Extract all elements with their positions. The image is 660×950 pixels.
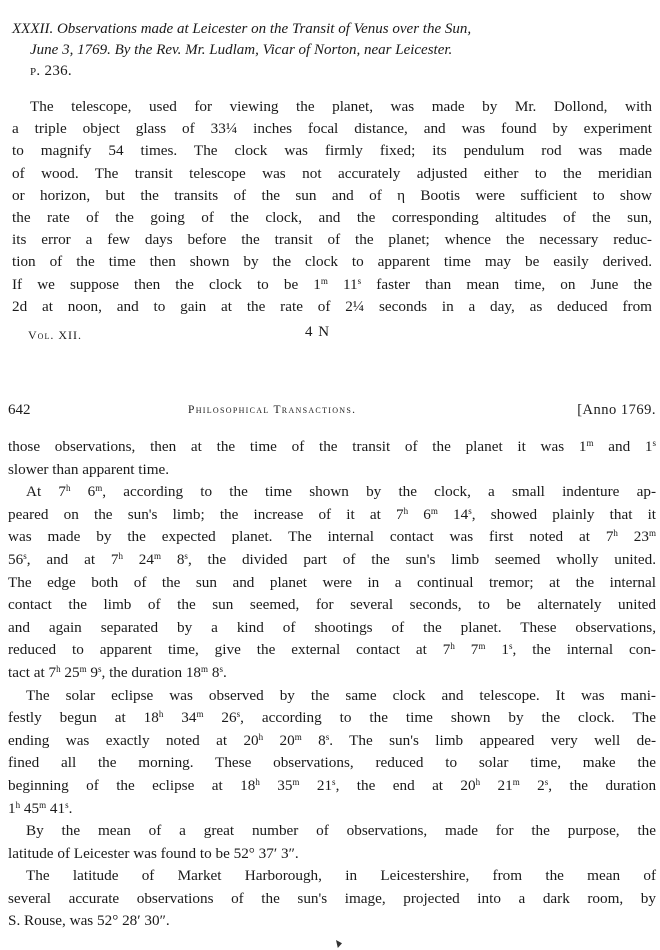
running-title: Philosophical Transactions. bbox=[188, 404, 357, 416]
text-line: to magnify 54 times. The clock was firmly fixed; its pendulum rod was made bbox=[12, 142, 652, 160]
running-year: [Anno 1769. bbox=[577, 402, 656, 418]
text-line: If we suppose then the clock to be 1$^m$ 11$^s$ faster than mean time, on June the bbox=[12, 275, 653, 293]
text-line: festly begun at 18$^h$ 34$^m$ 26$^s$, according to the time shown by the clock. The bbox=[8, 709, 656, 727]
text-line: The solar eclipse was observed by the same clock and telescope. It was mani- bbox=[26, 686, 656, 704]
text-line: 1$^h$ 45$^m$ 41$^s$. bbox=[8, 799, 73, 817]
running-head bbox=[8, 402, 656, 424]
text-line: contact the limb of the sun seemed, for several seconds, to be alternately united bbox=[8, 596, 656, 614]
text-line: The latitude of Market Harborough, in Leicestershire, from the mean of bbox=[26, 867, 656, 885]
body-text bbox=[8, 436, 656, 933]
heading-line-1: XXXII. Observations made at Leicester on the Transit of Venus over the Sun, bbox=[12, 21, 472, 37]
text-line: The telescope, used for viewing the planet, was made by Mr. Dollond, with bbox=[30, 98, 652, 115]
text-line: beginning of the eclipse at 18$^h$ 35$^m$ 21$^s$, the end at 20$^h$ 21$^m$ 2$^s$, the duration bbox=[8, 776, 657, 794]
heading-page-ref: p. 236. bbox=[30, 63, 72, 79]
text-line: or horizon, but the transits of the sun and of η Bootis were sufficient to show bbox=[12, 186, 652, 204]
heading-line-2: June 3, 1769. By the Rev. Mr. Ludlam, Vicar of Norton, near Leicester. bbox=[30, 42, 453, 58]
text-line: was made by the expected planet. The internal contact was first noted at 7$^h$ 23$^m$ bbox=[8, 528, 656, 546]
signature-mark: Vol. XII. bbox=[28, 328, 82, 342]
text-line: several accurate observations of the sun's image, projected into a dark room, by bbox=[8, 889, 656, 907]
paragraph-telescope bbox=[12, 96, 652, 318]
text-line: the rate of the going of the clock, and the corresponding altitudes of the sun, bbox=[12, 209, 652, 227]
text-line: S. Rouse, was 52° 28′ 30″. bbox=[8, 912, 170, 930]
article-heading bbox=[12, 19, 652, 82]
text-line: those observations, then at the time of the transit of the planet it was 1$^m$ and 1$^s$ bbox=[8, 438, 656, 455]
text-line: ending was exactly noted at 20$^h$ 20$^m$ 8$^s$. The sun's limb appeared very well de- bbox=[8, 731, 656, 749]
text-line: tion of the time then shown by the clock to apparent time may be easily derived. bbox=[12, 253, 652, 271]
text-line: its error a few days before the transit of the planet; whence the necessary reduc- bbox=[12, 231, 652, 249]
text-line: tact at 7$^h$ 25$^m$ 9$^s$, the duration 18$^m$ 8$^s$. bbox=[8, 663, 227, 681]
text-line: 2d at noon, and to gain at the rate of 2¼ seconds in a day, as deduced from bbox=[12, 297, 652, 315]
text-line: By the mean of a great number of observations, made for the purpose, the bbox=[26, 822, 656, 840]
page-number: 642 bbox=[8, 402, 31, 418]
print-artifact bbox=[336, 940, 342, 948]
catchword: 4 N bbox=[305, 324, 331, 340]
text-line: 56$^s$, and at 7$^h$ 24$^m$ 8$^s$, the divided part of the sun's limb seemed wholly united. bbox=[8, 550, 656, 568]
text-line: and again separated by a kind of shootings of the planet. These observations, bbox=[8, 618, 656, 636]
text-line: latitude of Leicester was found to be 52° 37′ 3″. bbox=[8, 844, 299, 862]
text-line: slower than apparent time. bbox=[8, 460, 170, 478]
text-line: a triple object glass of 33¼ inches focal distance, and was found by experiment bbox=[12, 120, 652, 138]
text-line: of wood. The transit telescope was not accurately adjusted either to the meridian bbox=[12, 164, 652, 182]
text-line: peared on the sun's limb; the increase of it at 7$^h$ 6$^m$ 14$^s$, showed plainly that it bbox=[8, 505, 657, 523]
text-line: fined all the morning. These observations, reduced to solar time, make the bbox=[8, 754, 656, 772]
text-line: The edge both of the sun and planet were in a continual tremor; at the internal bbox=[8, 573, 656, 591]
text-line: At 7$^h$ 6$^m$, according to the time shown by the clock, a small indenture ap- bbox=[26, 483, 656, 501]
text-line: reduced to apparent time, give the external contact at 7$^h$ 7$^m$ 1$^s$, the internal con- bbox=[8, 641, 656, 659]
